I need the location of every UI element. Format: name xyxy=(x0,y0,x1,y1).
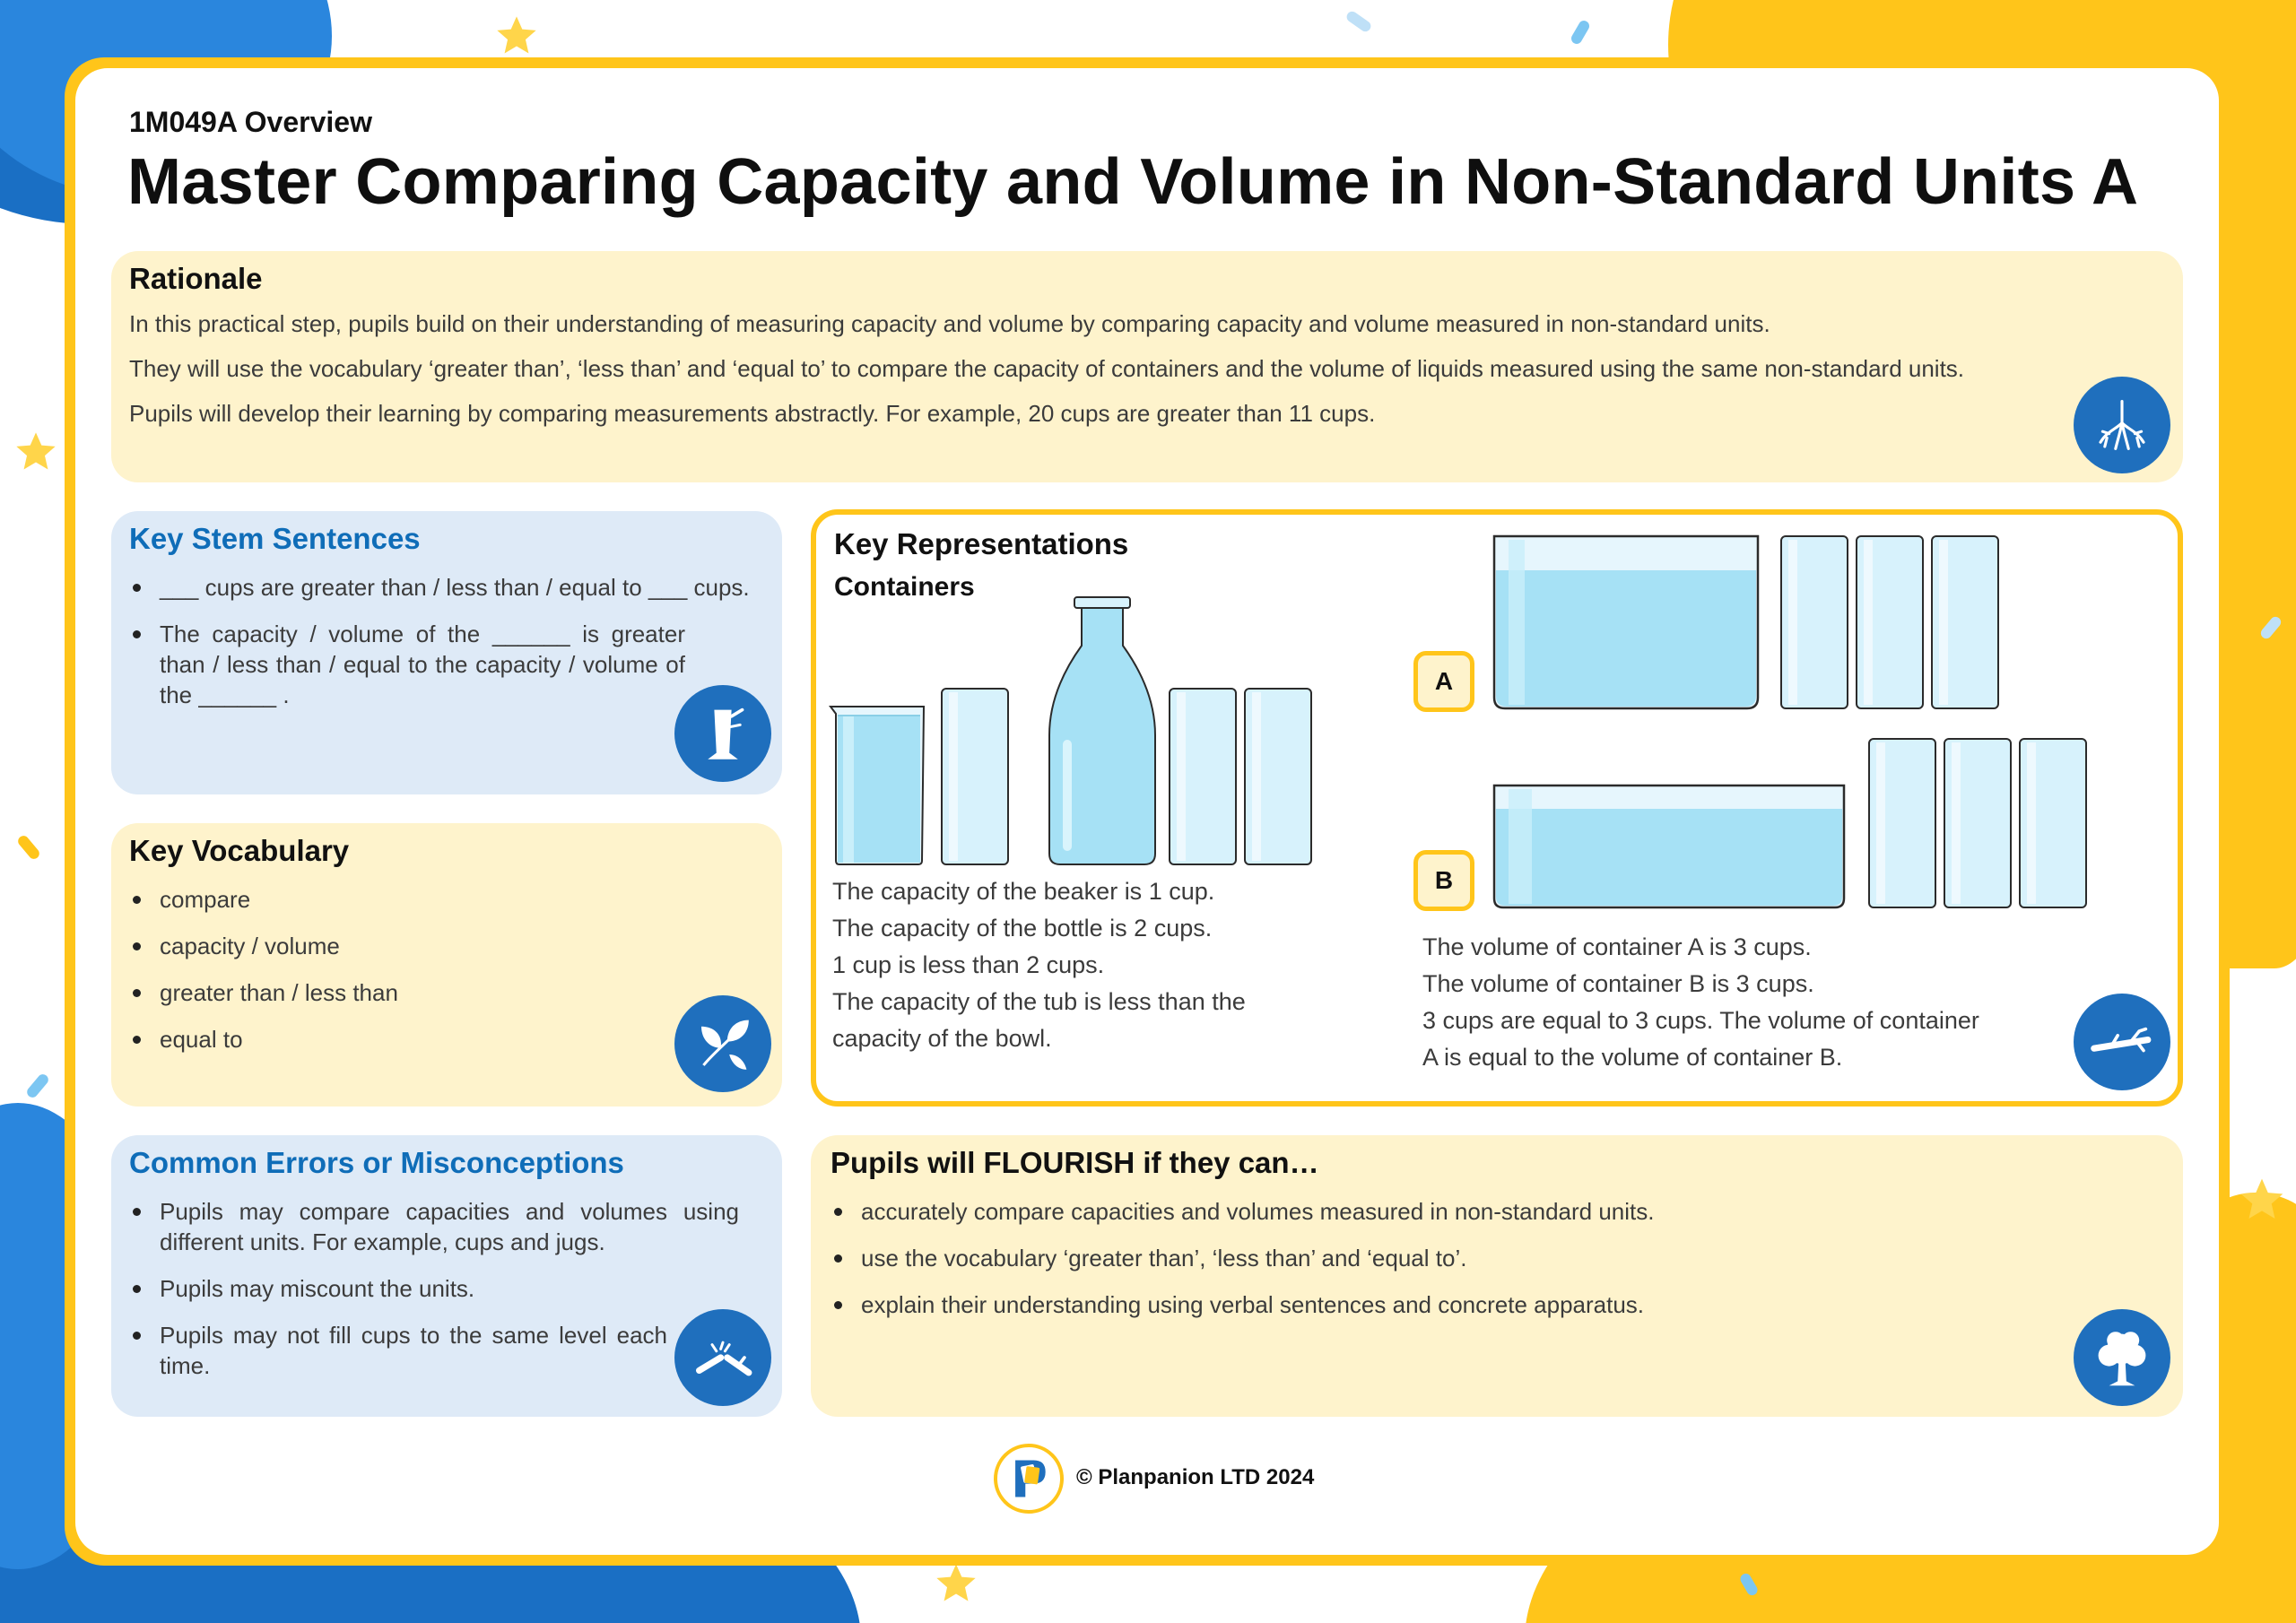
list-item: use the vocabulary ‘greater than’, ‘less than’ and ‘equal to’. xyxy=(831,1243,2163,1273)
tree-icon xyxy=(2074,1309,2170,1406)
vocabulary-list xyxy=(129,884,764,1055)
star-icon xyxy=(2237,1175,2287,1225)
cup-icon xyxy=(1932,536,1998,708)
key-vocabulary-heading: Key Vocabulary xyxy=(129,834,350,867)
common-errors-heading: Common Errors or Misconceptions xyxy=(129,1146,624,1179)
list-item: Pupils may compare capacities and volumes using different units. For example, cups and jugs. xyxy=(129,1196,739,1257)
list-item: Pupils may not fill cups to the same level each time. xyxy=(129,1320,667,1381)
errors-list xyxy=(129,1196,764,1381)
cup-icon xyxy=(1944,739,2011,907)
list-item: explain their understanding using verbal sentences and concrete apparatus. xyxy=(831,1289,2163,1320)
list-item: compare xyxy=(129,884,764,915)
rationale-paragraph: They will use the vocabulary ‘greater than’, ‘less than’ and ‘equal to’ to compare the capacity of containers and the volume of liquids measured using the same non-standard units. xyxy=(129,355,1965,382)
rationale-paragraph: Pupils will develop their learning by comparing measurements abstractly. For example, 20 cups are greater than 11 cups. xyxy=(129,400,1376,427)
star-icon xyxy=(933,1560,979,1607)
container-b-label: B xyxy=(1413,850,1474,911)
broken-branch-icon xyxy=(674,1309,771,1406)
cup-icon xyxy=(1869,739,1935,907)
volume-comparison-illustration xyxy=(1489,533,2099,909)
star-icon xyxy=(13,429,59,475)
flourish-list xyxy=(831,1196,2163,1320)
list-item: accurately compare capacities and volumes measured in non-standard units. xyxy=(831,1196,2163,1227)
cup-icon xyxy=(1857,536,1923,708)
confetti xyxy=(16,834,41,862)
explanation-line: capacity of the bowl. xyxy=(832,1025,1052,1052)
cup-icon xyxy=(942,689,1008,864)
explanation-line: The volume of container B is 3 cups. xyxy=(1422,970,1814,997)
explanation-line: The capacity of the beaker is 1 cup. xyxy=(832,878,1215,905)
rationale-heading: Rationale xyxy=(129,262,263,295)
explanation-line: The volume of container A is 3 cups. xyxy=(1422,933,1812,960)
container-a-label: A xyxy=(1413,651,1474,712)
copyright-text: © Planpanion LTD 2024 xyxy=(1076,1465,1315,1489)
rationale-paragraph: In this practical step, pupils build on their understanding of measuring capacity and volume by comparing capacity and volume measured in non-standard units. xyxy=(129,310,1770,337)
roots-icon xyxy=(2074,377,2170,473)
container-a-icon xyxy=(1494,536,1758,708)
bottle-icon xyxy=(1049,597,1155,864)
list-item: equal to xyxy=(129,1024,764,1055)
list-item: greater than / less than xyxy=(129,977,764,1008)
rationale-panel xyxy=(111,251,2183,482)
explanation-line: The capacity of the tub is less than the xyxy=(832,988,1246,1015)
container-b-icon xyxy=(1494,785,1844,907)
planpanion-logo xyxy=(994,1444,1064,1514)
stem-sentence-list xyxy=(129,572,764,710)
confetti xyxy=(1570,19,1591,46)
list-item: capacity / volume xyxy=(129,931,764,961)
key-stem-sentences-heading: Key Stem Sentences xyxy=(129,522,421,555)
cup-icon xyxy=(1170,689,1236,864)
star-icon xyxy=(493,13,540,59)
confetti xyxy=(1344,9,1372,33)
lesson-code: 1M049A Overview xyxy=(129,106,372,138)
key-representations-heading: Key Representations xyxy=(834,527,1129,560)
list-item: The capacity / volume of the ______ is greater than / less than / equal to the capacity / volume of the ______ . xyxy=(129,619,685,710)
explanation-line: 1 cup is less than 2 cups. xyxy=(832,951,1105,978)
cup-icon xyxy=(2020,739,2086,907)
cup-icon xyxy=(1781,536,1848,708)
explanation-line: The capacity of the bottle is 2 cups. xyxy=(832,915,1213,942)
cup-icon xyxy=(1245,689,1311,864)
flourish-panel xyxy=(811,1135,2183,1417)
containers-illustration xyxy=(825,592,1327,870)
right-explanation xyxy=(1422,929,1979,1076)
flourish-heading: Pupils will FLOURISH if they can… xyxy=(831,1146,1319,1179)
explanation-line: 3 cups are equal to 3 cups. The volume of container xyxy=(1422,1007,1979,1034)
list-item: Pupils may miscount the units. xyxy=(129,1273,739,1304)
explanation-line: A is equal to the volume of container B. xyxy=(1422,1044,1843,1071)
containers-subheading: Containers xyxy=(834,572,975,602)
page-title: Master Comparing Capacity and Volume in Non-Standard Units A xyxy=(127,146,2139,218)
left-explanation xyxy=(832,873,1246,1057)
confetti xyxy=(25,1072,50,1100)
leaves-icon xyxy=(674,995,771,1092)
tree-trunk-icon xyxy=(674,685,771,782)
branch-icon xyxy=(2074,994,2170,1090)
list-item: ___ cups are greater than / less than / equal to ___ cups. xyxy=(129,572,757,603)
beaker-icon xyxy=(831,707,924,864)
